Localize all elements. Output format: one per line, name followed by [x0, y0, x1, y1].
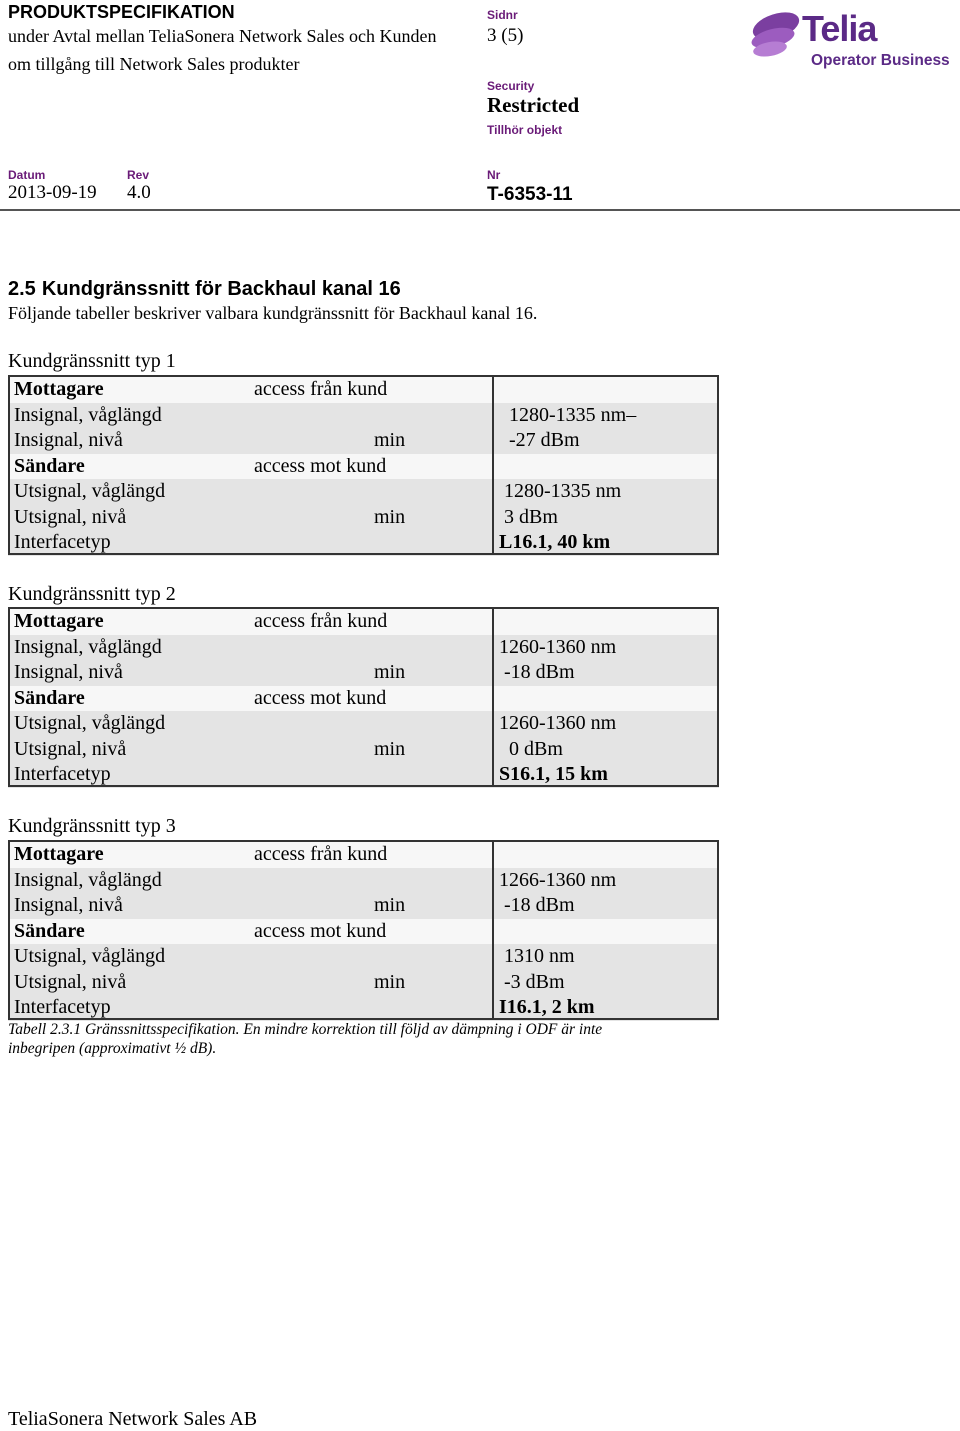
document-title: PRODUKTSPECIFIKATION: [8, 2, 235, 22]
section-title: Kundgränssnitt för Backhaul kanal 16: [41, 278, 401, 300]
table-cell-c4: -18 dBm: [499, 894, 575, 916]
table-cell-c1: Mottagare: [14, 843, 104, 865]
table-cell-c2: access mot kund: [254, 686, 387, 709]
table-cell-c4: L16.1, 40 km: [499, 531, 611, 553]
table-caption-line1: Tabell 2.3.1 Gränssnittsspecifikation. En mindre korrektion till följd av dämpning i ODF är inte: [8, 1021, 603, 1038]
spec-table: [8, 607, 719, 787]
table-cell-c4: S16.1, 15 km: [499, 763, 608, 785]
table-border: [8, 607, 719, 787]
table-cell-c1: Sändare: [14, 454, 85, 477]
telia-pebble-icon: [748, 6, 808, 62]
telia-logo: [748, 6, 948, 70]
table-cell-c1: Utsignal, nivå: [14, 505, 127, 528]
table-cell-c4: 1280-1335 nm–: [499, 403, 637, 426]
table-cell-c4: 1260-1360 nm: [499, 635, 617, 658]
telia-wordmark: Telia: [802, 8, 877, 49]
table-column-divider: [492, 375, 494, 553]
tillhor-objekt-label: Tillhör objekt: [487, 123, 563, 137]
table-cell-c1: Utsignal, våglängd: [14, 712, 166, 734]
section-intro: Följande tabeller beskriver valbara kundgränssnitt för Backhaul kanal 16.: [8, 303, 538, 323]
table-cell-c1: Insignal, nivå: [14, 429, 123, 451]
security-label: Security: [487, 79, 535, 93]
table-cell-c1: Insignal, nivå: [14, 661, 123, 683]
spec-table: [8, 375, 719, 555]
document-subtitle-line2: om tillgång till Network Sales produkter: [8, 54, 300, 74]
sidnr-label: Sidnr: [487, 8, 518, 22]
sidnr-value: 3 (5): [487, 25, 524, 46]
table-cell-c1: Utsignal, nivå: [14, 970, 127, 993]
table-title: Kundgränssnitt typ 1: [8, 350, 176, 372]
table-cell-c2: access mot kund: [254, 919, 387, 942]
table-cell-c1: Interfacetyp: [14, 763, 111, 785]
datum-value: 2013-09-19: [8, 182, 97, 203]
section-number: 2.5: [8, 278, 36, 300]
table-cell-c1: Utsignal, nivå: [14, 737, 127, 760]
table-cell-c2: access från kund: [254, 378, 388, 400]
table-cell-c3: min: [374, 737, 406, 760]
header-rule: [0, 209, 960, 211]
table-cell-c1: Mottagare: [14, 610, 104, 632]
table-cell-c4: 0 dBm: [499, 737, 563, 760]
table-cell-c4: 3 dBm: [499, 505, 558, 528]
table-cell-c4: -3 dBm: [499, 970, 565, 993]
spec-table: [8, 840, 719, 1020]
table-cell-c4: -18 dBm: [499, 661, 575, 683]
security-value: Restricted: [487, 93, 580, 117]
telia-tagline: Operator Business: [811, 52, 950, 69]
table-cell-c1: Sändare: [14, 919, 85, 942]
table-cell-c4: 1310 nm: [499, 945, 575, 967]
nr-value: T-6353-11: [487, 184, 573, 205]
table-cell-c1: Insignal, våglängd: [14, 868, 162, 891]
table-cell-c2: access mot kund: [254, 454, 387, 477]
table-cell-c3: min: [374, 505, 406, 528]
document-subtitle-line1: under Avtal mellan TeliaSonera Network Sales och Kunden: [8, 26, 437, 46]
table-cell-c4: -27 dBm: [499, 429, 580, 451]
table-cell-c2: access från kund: [254, 843, 388, 865]
table-cell-c1: Interfacetyp: [14, 996, 111, 1018]
table-title: Kundgränssnitt typ 3: [8, 815, 176, 837]
table-column-divider: [492, 607, 494, 785]
table-cell-c4: 1266-1360 nm: [499, 868, 617, 891]
table-caption-line2: inbegripen (approximativt ½ dB).: [8, 1040, 217, 1057]
table-cell-c1: Insignal, våglängd: [14, 635, 162, 658]
table-cell-c3: min: [374, 661, 406, 683]
table-cell-c1: Sändare: [14, 686, 85, 709]
table-cell-c4: I16.1, 2 km: [499, 996, 595, 1018]
table-cell-c1: Insignal, nivå: [14, 894, 123, 916]
section-heading: [8, 278, 401, 301]
table-cell-c3: min: [374, 894, 406, 916]
nr-label: Nr: [487, 168, 501, 182]
table-column-divider: [492, 840, 494, 1018]
rev-label: Rev: [127, 168, 150, 182]
table-cell-c4: 1280-1335 nm: [499, 480, 622, 502]
table-border: [8, 375, 719, 555]
table-cell-c3: min: [374, 429, 406, 451]
table-cell-c1: Utsignal, våglängd: [14, 480, 166, 502]
table-cell-c1: Interfacetyp: [14, 531, 111, 553]
datum-label: Datum: [8, 168, 46, 182]
table-cell-c1: Mottagare: [14, 378, 104, 400]
table-cell-c1: Utsignal, våglängd: [14, 945, 166, 967]
rev-value: 4.0: [127, 182, 151, 203]
table-cell-c1: Insignal, våglängd: [14, 403, 162, 426]
table-border: [8, 840, 719, 1020]
footer-company: TeliaSonera Network Sales AB: [8, 1408, 258, 1430]
table-cell-c3: min: [374, 970, 406, 993]
table-title: Kundgränssnitt typ 2: [8, 583, 176, 605]
table-cell-c4: 1260-1360 nm: [499, 712, 617, 734]
table-cell-c2: access från kund: [254, 610, 388, 632]
